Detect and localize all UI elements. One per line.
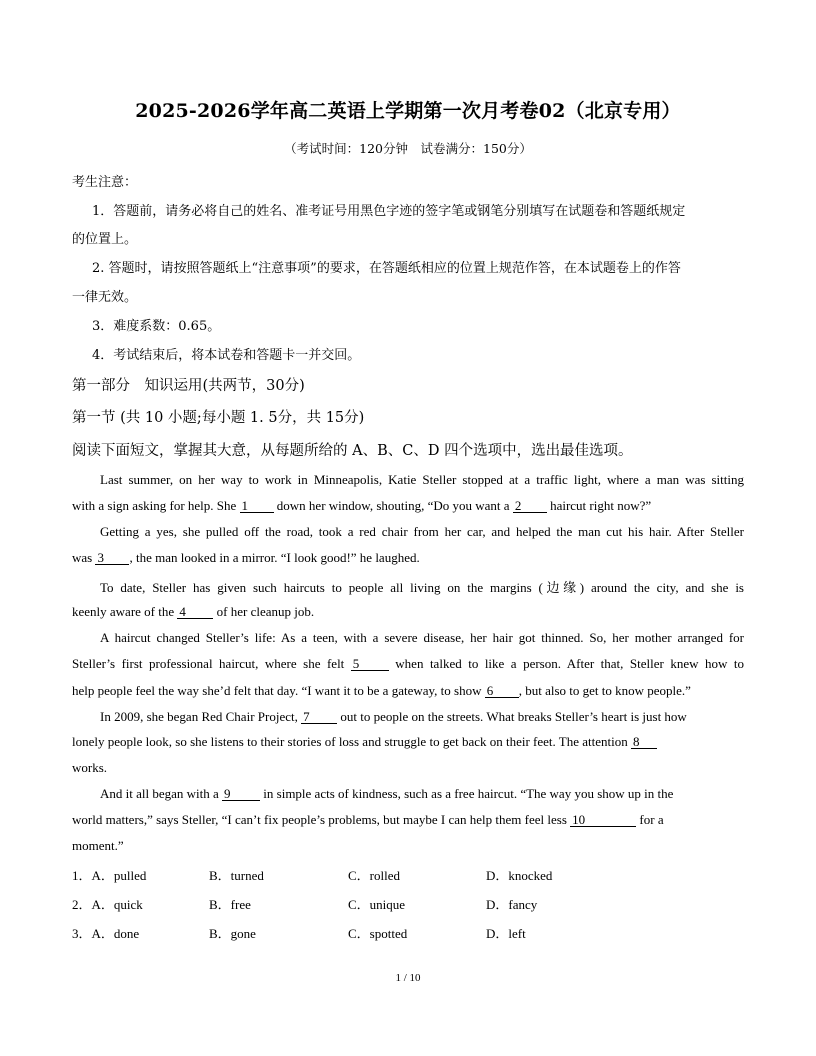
- passage-line: works.: [72, 760, 108, 775]
- option-a: 3．A．done: [72, 926, 140, 941]
- passage-line: world matters,” says Steller, “I can’t fix people’s problems, but maybe I can help them feel less 10 for a: [72, 812, 664, 827]
- blank-1: 1: [240, 499, 274, 513]
- option-d: D．fancy: [486, 897, 538, 912]
- passage-line: was 3 , the man looked in a mirror. “I look good!” he laughed.: [72, 550, 420, 565]
- passage-line: keenly aware of the 4 of her cleanup job.: [72, 604, 315, 619]
- page-number: 1 / 10: [395, 972, 421, 984]
- option-b: B．turned: [209, 868, 264, 883]
- passage-line: moment.”: [72, 838, 124, 853]
- instruction-text: 阅读下面短文，掌握其大意，从每题所给的 A、B、C、D 四个选项中，选出最佳选项。: [72, 443, 633, 459]
- option-a: 2．A．quick: [72, 897, 143, 912]
- passage-line: Getting a yes, she pulled off the road, took a red chair from her car, and helped the man cut his hair. After Steller: [100, 524, 744, 539]
- blank-10: 10: [570, 813, 636, 827]
- part-heading: 第一部分 知识运用(共两节，30分): [72, 378, 305, 394]
- option-b: B．gone: [209, 926, 256, 941]
- note-item-3: 3．难度系数：0.65。: [92, 319, 221, 334]
- passage-line: help people feel the way she’d felt that day. “I want it to be a gateway, to show 6 , but also to get to know people.”: [72, 683, 691, 698]
- option-c: C．spotted: [348, 926, 408, 941]
- note-item-2-line-1: 2. 答题时，请按照答题纸上“注意事项”的要求，在答题纸相应的位置上规范作答，在本试题卷上的作答: [92, 261, 681, 276]
- exam-subtitle: （考试时间：120分钟 试卷满分：150分）: [284, 141, 532, 156]
- passage-line: In 2009, she began Red Chair Project, 7 out to people on the streets. What breaks Steller’s heart is just how: [100, 709, 687, 724]
- passage-line: with a sign asking for help. She 1 down her window, shouting, “Do you want a 2 haircut right now?”: [72, 498, 652, 513]
- passage-line: To date, Steller has given such haircuts to people all living on the margins (边缘) around the city, and she is: [100, 580, 744, 595]
- option-b: B．free: [209, 897, 251, 912]
- blank-4: 4: [177, 605, 213, 619]
- passage-line: lonely people look, so she listens to their stories of loss and struggle to get back on their feet. The attention 8: [72, 734, 744, 750]
- exam-title: 2025-2026学年高二英语上学期第一次月考卷02（北京专用）: [135, 100, 681, 122]
- blank-8: 8: [631, 735, 657, 749]
- notes-heading: 考生注意：: [72, 175, 138, 190]
- passage-line: And it all began with a 9 in simple acts of kindness, such as a free haircut. “The way you show up in the: [100, 786, 674, 801]
- blank-6: 6: [485, 684, 519, 698]
- blank-9: 9: [222, 787, 260, 801]
- option-c: C．rolled: [348, 868, 400, 883]
- option-c: C．unique: [348, 897, 406, 912]
- note-item-1-line-2: 的位置上。: [72, 232, 138, 247]
- option-a: 1．A．pulled: [72, 868, 147, 883]
- blank-5: 5: [351, 657, 389, 671]
- note-item-1-line-1: 1．答题前，请务必将自己的姓名、准考证号用黑色字迹的签字笔或钢笔分别填写在试题卷和答题纸规定: [92, 204, 686, 219]
- note-item-4: 4．考试结束后，将本试卷和答题卡一并交回。: [92, 348, 361, 363]
- option-d: D．left: [486, 926, 526, 941]
- note-item-2-line-2: 一律无效。: [72, 290, 138, 305]
- passage-line: A haircut changed Steller’s life: As a teen, with a severe disease, her hair got thinned. So, her mother arranged for: [100, 630, 744, 645]
- section-heading: 第一节 (共 10 小题;每小题 1. 5分，共 15分): [72, 410, 365, 426]
- blank-3: 3: [95, 551, 129, 565]
- passage-line: Steller’s first professional haircut, where she felt 5 when talked to like a person. After that, Steller knew how to: [72, 656, 744, 671]
- passage-line: Last summer, on her way to work in Minneapolis, Katie Steller stopped at a traffic light, where a man was sitting: [100, 472, 744, 487]
- blank-2: 2: [513, 499, 547, 513]
- option-d: D．knocked: [486, 868, 553, 883]
- blank-7: 7: [301, 710, 337, 724]
